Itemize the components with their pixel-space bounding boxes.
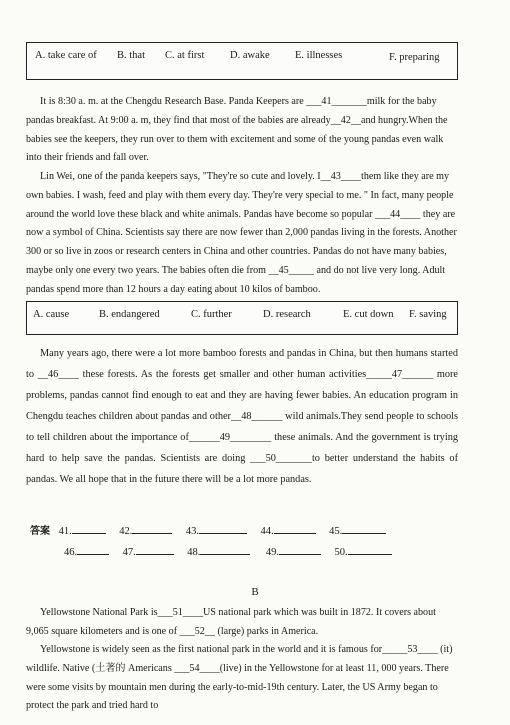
answer-blank[interactable]	[72, 524, 106, 534]
answer-blank[interactable]	[77, 545, 109, 555]
section-b-paragraph-2: Yellowstone is widely seen as the first national park in the world and it is famous for_____53____ (it) wildlife. Native (土著的 Americans ___54____(live) in the Yellowstone for at least 11, 000 years. There were some visits by mountain men during the early-to-mid-19th century. Later, the US Army began to protect the park and tried hard to	[26, 644, 453, 712]
answer-number: 42.	[119, 526, 133, 537]
word-bank-option: D. awake	[230, 50, 270, 61]
answer-blank[interactable]	[342, 524, 386, 534]
answer-number: 46.	[64, 547, 78, 558]
word-bank-option: A. take care of	[35, 50, 97, 61]
passage-a-paragraph-2: Lin Wei, one of the panda keepers says, "They're so cute and lovely. I__43____them like they are my own babies. I wash, feed and play with them every day. They're very special to me. " In fact, many people around the world love these black and white animals. Pandas have become so popular ___44____ they are now a symbol of China. Scientists say there are now fewer than 2,000 pandas living in the forests. Another 300 or so live in zoos or research centers in China and other countries. Pandas do not have many babies, maybe only one every two years. The babies often die from __45_____ and do not live very long. Adult pandas spend more than 12 hours a day eating about 10 kilos of bamboo.	[26, 171, 457, 295]
answer-row-1	[30, 522, 399, 537]
answer-blank[interactable]	[274, 524, 316, 534]
word-bank-option: D. research	[263, 309, 311, 320]
answer-label: 答案	[30, 526, 50, 537]
answer-number: 47.	[122, 547, 136, 558]
answer-number: 50.	[334, 547, 348, 558]
word-bank-option: A. cause	[33, 309, 70, 320]
answer-blank[interactable]	[200, 545, 250, 555]
word-bank-option: E. cut down	[343, 309, 394, 320]
answer-number: 44.	[260, 526, 274, 537]
word-bank-option: F. saving	[409, 309, 447, 320]
answer-row-2	[64, 545, 405, 558]
word-bank-option: B. endangered	[99, 309, 160, 320]
word-bank-option: F. preparing	[389, 52, 440, 63]
word-bank-option: C. at first	[165, 50, 205, 61]
answer-blank[interactable]	[279, 545, 321, 555]
answer-number: 45.	[329, 526, 343, 537]
word-bank-option: B. that	[117, 50, 145, 61]
answer-number: 41.	[58, 526, 72, 537]
passage-a-paragraph-3: Many years ago, there were a lot more bamboo forests and pandas in China, but then humans started to __46____ these forests. As the forests get smaller and other human activities_____47______ more problems, pandas cannot find enough to eat and they are having fewer babies. An education program in Chengdu teaches children about pandas and other__48______ wild animals.They send people to schools to tell children about the importance of______49________ these animals. And the government is trying hard to help save the pandas. Scientists are doing ___50_______to better understand the habits of pandas. We all hope that in the future there will be a lot more pandas.	[26, 348, 458, 485]
word-bank-box-2	[26, 301, 458, 335]
answer-number: 43.	[185, 526, 199, 537]
passage-a-paragraph-1: It is 8:30 a. m. at the Chengdu Research Base. Panda Keepers are ___41_______milk for the baby pandas breakfast. At 9:00 a. m, they find that most of the babies are already__42__and hungry.When the babies see the keepers, they run over to them with excitement and some of the young pandas even walk into their friends and fall over.	[26, 96, 448, 164]
answer-blank[interactable]	[136, 545, 174, 555]
word-bank-option: E. illnesses	[295, 50, 343, 61]
answer-number: 49.	[265, 547, 279, 558]
section-b-paragraph-1: Yellowstone National Park is___51____US national park which was built in 1872. It covers about 9,065 square kilometers and is one of ___52__ (large) parks in America.	[26, 607, 436, 637]
word-bank-option: C. further	[191, 309, 232, 320]
answer-blank[interactable]	[132, 524, 172, 534]
word-bank-box-1	[26, 42, 458, 80]
answer-number: 48.	[187, 547, 201, 558]
answer-blank[interactable]	[348, 545, 392, 555]
answer-blank[interactable]	[199, 524, 247, 534]
section-b-heading: B	[251, 586, 259, 598]
